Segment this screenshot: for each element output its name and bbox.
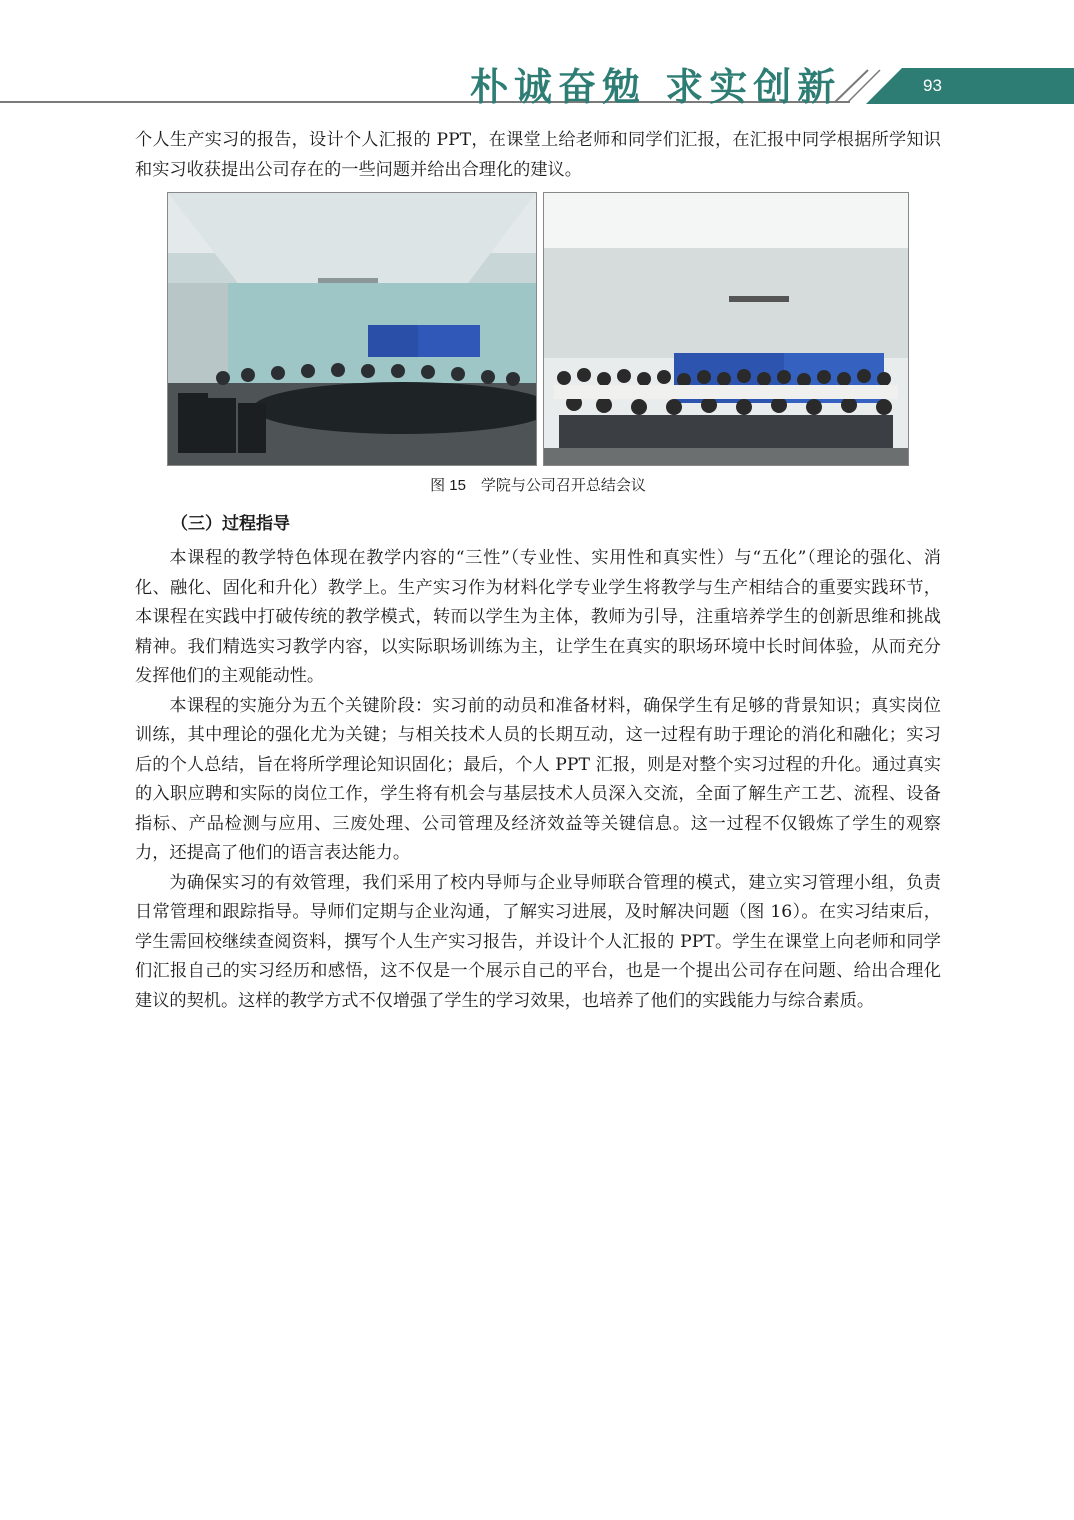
figure-15 — [135, 192, 941, 468]
figure-caption: 图 15 学院与公司召开总结会议 — [430, 477, 646, 494]
group-photo — [543, 192, 909, 466]
meeting-room-photo — [167, 192, 537, 466]
body-paragraph: 本课程的实施分为五个关键阶段：实习前的动员和准备材料，确保学生有足够的背景知识；真实岗位训练，其中理论的强化尤为关键；与相关技术人员的长期互动，这一过程有助于理论的消化和融化；实习后的个人总结，旨在将所学理论知识固化；最后，个人 PPT 汇报，则是对整个实习过程的升化。通过真实的入职应聘和实际的岗位工作，学生将有机会与基层技术人员深入交流，全面了解生产工艺、流程、设备指标、产品检测与应用、三废处理、公司管理及经济效益等关键信息。这一过程不仅锻炼了学生的观察力，还提高了他们的语言表达能力。 — [135, 695, 941, 863]
intro-paragraph: 个人生产实习的报告，设计个人汇报的 PPT，在课堂上给老师和同学们汇报，在汇报中同学根据所学知识和实习收获提出公司存在的一些问题并给出合理化的建议。 — [135, 130, 941, 180]
body-paragraph: 为确保实习的有效管理，我们采用了校内导师与企业导师联合管理的模式，建立实习管理小组，负责日常管理和跟踪指导。导师们定期与企业沟通，了解实习进展，及时解决问题（图 16）。在实习结束后，学生需回校继续查阅资料，撰写个人生产实习报告，并设计个人汇报的 PPT。学生在课堂上向老师和同学们汇报自己的实习经历和感悟，这不仅是一个展示自己的平台，也是一个提出公司存在问题、给出合理化建议的契机。这样的教学方式不仅增强了学生的学习效果，也培养了他们的实践能力与综合素质。 — [135, 872, 941, 1011]
page-content — [135, 126, 941, 1016]
header-motto: 朴诚奋勉 求实创新 — [470, 64, 842, 109]
page-number: 93 — [923, 76, 942, 95]
body-paragraph: 本课程的教学特色体现在教学内容的“三性”（专业性、实用性和真实性）与“五化”（理论的强化、消化、融化、固化和升化）教学上。生产实习作为材料化学专业学生将教学与生产相结合的重要实践环节，本课程在实践中打破传统的教学模式，转而以学生为主体，教师为引导，注重培养学生的创新思维和挑战精神。我们精选实习教学内容，以实际职场训练为主，让学生在真实的职场环境中长时间体验，从而充分发挥他们的主观能动性。 — [135, 548, 941, 686]
section-heading: （三）过程指导 — [171, 514, 290, 533]
page-header — [0, 0, 1074, 110]
